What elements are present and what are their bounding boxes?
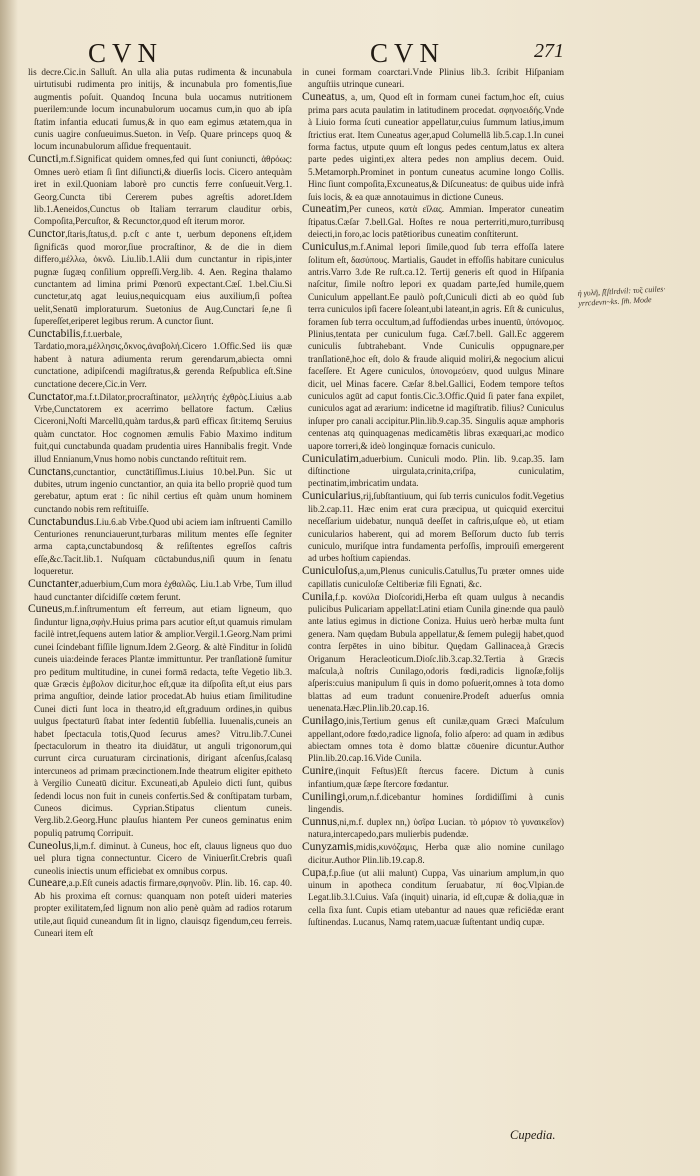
entry-text: ,aduerbium. Cuniculi modo. Plin. lib. 9.cap.35. Iam diſtinctione uirgulata,crinita,criſpa, cuniculatim, pectinatim,imbricatim undata. (308, 453, 564, 489)
dictionary-entry (302, 565, 564, 590)
entry-headword: Cuniculatim (302, 452, 359, 465)
dictionary-entry (28, 153, 292, 227)
entry-text: ,a.p.Eſt cuneis adactis firmare,σφηνοῦν. Plin. lib. 16. cap. 40. Ab his proxima eſt cornus: quanquam non poteſt uideri materies propter exilitatem,ſed lignum non alio penè quàm ad radios rotarum utile,aut ſiquid cuneandum ſit in ligno, clauisqz figendum,ceu ferreis. Cuneari item eſt (34, 878, 292, 939)
entry-headword: Cunicularius (302, 490, 361, 503)
dictionary-entry (28, 328, 292, 390)
entry-headword: Cunila (302, 590, 333, 603)
entry-text: ,aduerbium,Cum mora ἐχθαλῶς. Liu.1.ab Vrbe, Tum illud haud cunctanter diſcidiſſe cœtem ferunt. (34, 579, 292, 602)
entry-text: ,m.f.Significat quidem omnes,fed qui ſunt coniuncti, ἀθρόως: Omnes uerò etiam ſi ſint diſiuncti,& diuerſis locis. Cicero antequàm iret in exil.Quoniam laborè pro cunctis ferre conſueuit.Verg.1. Georg.Cuncta tibi Cererem pubes agreſtis adoret.Idem lib.1.Aeneidos,Cunctus ob Italiam terrarum clauditur orbis, Compoſita,Percuſtor, & Recunctor,quod eſt iterum moror. (34, 154, 292, 227)
entry-headword: Cunctans (28, 465, 71, 478)
entry-headword: Cuneolus (28, 839, 72, 852)
entry-text: ,rij,ſubſtantiuum, qui ſub terris cuniculos fodit.Vegetius lib.2.cap.11. Hæc enim erat cura præcipua, ut quicquid exercitui neceſſarium uidebatur, nunquā deeſſet in caſtris,uſque eò, ut etiam cunicularios haberent, qui ad morem Beſſorum ducto ſub terris cuniculo, muriſque intra fundamenta perfoſſis, improuiſi emergerent ad urbes hoſtium capiendas. (308, 491, 564, 564)
dictionary-entry (302, 591, 564, 715)
dictionary-entry (302, 203, 564, 240)
page-number: 271 (534, 40, 564, 62)
entry-headword: Cunctabilis (28, 328, 81, 341)
entry-headword: Cunire (302, 765, 334, 778)
entry-headword: Cunilago (302, 715, 345, 728)
dictionary-entry (302, 91, 564, 203)
entry-headword: Cuncti (28, 153, 59, 166)
entry-text: ,ſtaris,ſtatus,d. p.cſt c ante t, uerbum deponens eſt,idem ſignificās quod moror,ſiue procraſtinor, & de die in diem differo,μέλλω, ὀκνῶ. Liu.lib.1.Alii dum cunctantur in ripis,inter pugnæ ſugæq conſilium oppreſſi.Verg.lib. 4. Aen. Regina thalamo cunctantem ad limina primi Pœnorū expectant.Cæſ. 1.bel.Ciu.Si cunctetur,atq agat leuius,nequicquam eius auxilium,ſi poſtea uelit,Senatū imploraturum. Suetonius de Aug.Cunctari ſe,ne ſi ſupereſſet,eriperet legibus rerum. A cunctor ſiunt. (34, 229, 292, 327)
dictionary-entry (28, 466, 292, 516)
entry-headword: Cuniculoſus (302, 565, 358, 578)
entry-text: in cunei formam coarctari.Vnde Plinius lib.3. ſcribit Hiſpaniam anguſtiis utrinque cuneari. (302, 67, 564, 90)
dictionary-entry (302, 715, 564, 765)
entry-text: ,Per cuneos, κατὰ εἴλας. Ammian. Imperator cuneatim ſtipatus.Cæſar 7.bell.Gal. Hoſtes re noua perterriti,muro,turribusq deiecti,in foro,ac locis patētioribus cuneatim conſtiterunt. (308, 204, 564, 240)
dictionary-entry (28, 228, 292, 327)
entry-headword: Cunnus (302, 815, 338, 828)
entry-headword: Cunyzamis (302, 841, 354, 854)
entry-text: ,orum,n.f.dicebantur homines ſordidiſſimi à cunis lingendis. (308, 791, 564, 814)
entry-text: ,midis,κυνόζαμις, Herba quæ alio nomine cunilago dicitur.Author Plin.lib.19.cap.8. (308, 842, 564, 865)
dictionary-entry (28, 603, 292, 839)
right-running-head: CVN (370, 38, 446, 68)
dictionary-entry (302, 453, 564, 490)
entry-text: lis decre.Cic.in Salluſt. An ulla alia putas rudimenta & incunabula uirtutisubi rudimenta pro initijs, & incunabula pro fomentis,ſiue augmentis poſuit. Quandoq Incuna bula uocamus nutritionem puerilem:unde locum incunabulorum uocamus cum,in quo ab ipſa ſtatim infantia educati ſumus,& in quo eam egimus ætatem,qua in cunis uagire conſueuimus.Sueton. in Veſp. Quare princeps quoq & locum incunabulorum aſſidue frequentauit. (28, 67, 292, 152)
entry-text: , a, um, Quod eſt in formam cunei factum,hoc eſt, cuius prima pars acuta paulatim in latitudinem procedat. σφηνοειδής.Vnde à Liuio forma ſcuti cuneatior appellatur,cuius ſummum latius,imum ſtrictius erat. Item Cuneatus ager,apud Columellā lib.5.cap.1.In cunei forma factus, utpute quum eſt longus pedes centum,latus ex altera parte pedes uiginti,ex altera pedes non amplius decem. Ouid. 5.Metamorph.Prominet in pontum cuneatus acumine longo Collis. Hinc ſiunt compoſita,Excuneatus,& Diſcuneatus: de quibus uide infrà ſuis locis, & ea quæ annotauimus in dictione Cuneus. (308, 92, 564, 202)
entry-text: ,f.t.uerbale, Tardatio,mora,μέλλησις,ὄκνος,ἀναβολή.Cicero 1.Offic.Sed iis quæ habent à natura adiumenta rerum gerendarum,abiecta omni cunctatione, adipiſcendi magiſtratus,& gerenda Reſpublica eſt.Sine cunctatione decere,Cic.in Verr. (34, 329, 292, 389)
dictionary-entry (302, 66, 564, 91)
right-column (302, 66, 564, 929)
entry-text: ,li,m.f. diminut. à Cuneus, hoc eſt, clauus ligneus quo duo uel plura tigna connectuntur. Cicero de Viniuerſit.Crebris quaſi cuneolis iniectis unum efficiebat ex omnibus corpus. (34, 840, 292, 876)
entry-text: ,(inquit Feſtus)Eſt ſtercus facere. Dictum à cunis infantium,quæ ſæpe ſtercore fœdantur. (308, 766, 564, 789)
entry-text: ,f.p. κονύλα Dioſcoridi,Herba eſt quam uulgus à necandis pulicibus Pulicariam appellat:Latini etiam Cunila gine:nde qua paulò ante latius egimus in dictione Coniza. Huius uerò herbæ multa ſunt genera. Nam quędam Bubula appellatur,& ſemem pulegij habet,quod contra ſerpētes in uino bibitur. Quędam Gallinacea,à Græcis Origanum Heracleoticum.Dioſc.lib.3.cap.32.Tertia à Græcis maſcula,à noſtris Cunilago,odoris fœdi,radicis lignoſæ,folijs aſperis:cuius manipulum ſi quis in domo poſuerit,omnes à tota domo blattas ad eum tradunt conuenire.Prodeſt aduerſus omnia uenenata.Hæc.Plin.lib.20.cap.16. (308, 591, 564, 714)
dictionary-entry (28, 391, 292, 465)
dictionary-entry (302, 867, 564, 929)
entry-text: ,ni,m.f. duplex nn,) ὑσῖρα Lucian. τὸ μόριον τὸ γυναικεῖον) natura,intercapedo,pars mulierbis pudendæ. (308, 816, 564, 840)
left-running-head: CVN (88, 38, 164, 68)
entry-headword: Cuneare (28, 877, 67, 890)
dictionary-entry (28, 840, 292, 877)
entry-headword: Cupa (302, 866, 327, 879)
dictionary-entry (28, 578, 292, 603)
entry-headword: Cuneus (28, 603, 63, 616)
entry-text: ,inis,Tertium genus eſt cunilæ,quam Græci Maſculum appellant,odore fœdo,radice lignoſa, folio aſpero: ad quam in ædibus abiectam omnes tota è domo blattæ cōuenire dicuntur.Author Plin.lib.20.cap.16.Vide Cunila. (308, 716, 564, 764)
catchword: Cupedia. (510, 1128, 556, 1142)
entry-headword: Cuneatim (302, 203, 347, 216)
entry-text: ,m.f.Animal lepori ſimile,quod ſub terra effoſſa latere ſolitum eſt, δασύπους. Martialis, Gaudet in effoſſis habitare cuniculus antris.Varro 3.de Re ruſt.ca.12. Tertij generis eſt quod in Hiſpania naſcitur, ſimile noſtro lepori ex quadam parte,ſed humile,quem Cuniculum appellant.Ee paulò poſt,Cuniculi dicti ab eo quòd ſub terra cuniculos ipſi facere ſoleant,ubi lateant,in agris. Eſt & cuniculus, foramen ſub terra occultum,ad ſuffodiendas urbes inuentū, ὑπόνομος. Plinius,tentata per cuniculum fuga. Cæſ.7.bell. Gall.Ec aggerem cuniculis ſubtrahebant. Vnde Cuniculis oppugnare,per tranſlationē,hoc eſt, dolo & fraude aliquid moliri,& negocium alicui faceſſere. Et Agere cuniculos, ὑπονομεύειν, quod uulgus Minare dicit, uel Minas facere. Cæſar 8.bel.Gallici, Eodem tempore teſtos cuniculos agūt ad caput fontis.Cic.3.Offic.Quid ſi pater fana expilet, cuniculos agat ad ærarium: indicetne id magiſtratib. filius? Cuniculus inſuper pro canali accipitur.Plin.lib.9.cap.35. Singulis aquæ amphoris centenas atq quinquagenas medicamētis libras exæquari,ac modico uapore torreri,& ideò longinquæ fornacis cuniculo. (308, 242, 564, 451)
handwritten-margin-note: ἡ γυλῆ, ſ̄(ſtlrdvil: τυ̃ς cuiles· yrrcdevn~ks. ſm̄. Mode (577, 284, 666, 308)
dictionary-entry (302, 816, 564, 841)
entry-text: ,f.p.ſiue (ut alii malunt) Cuppa, Vas uinarium amplum,in quo uinum in apotheca conditum ſeruabatur, πί θος.Vlpian.de Legat.lib.3.l.Cuius. Vaſa (inquit) uinaria, id eſt,cupæ & dolia,quæ in cella ſixa ſunt. Cupis etiam utebantur ad naues quæ reficiēdæ erant ſuſtinendas. Lucanus, Namq ratem,uacuæ ſuſtentant undiq cupæ. (308, 867, 564, 928)
entry-text: ,cunctantior, cunctātiſſimus.Liuius 10.bel.Pun. Sic ut dubites, utrum ingenio cunctantior, an quia ita bello propriè quod tum gerebatur, aptum erat : ſic nihil certius eſt quàm unum hominem cunctando nobis rem reſtituiſſe. (34, 466, 292, 514)
dictionary-entry (28, 877, 292, 939)
entry-headword: Cuniculus (302, 241, 349, 254)
dictionary-entry (28, 66, 292, 153)
dictionary-entry (302, 765, 564, 790)
entry-headword: Cunilingi (302, 790, 346, 803)
entry-headword: Cunctabundus (28, 515, 94, 528)
dictionary-entry (28, 516, 292, 578)
dictionary-entry (302, 490, 564, 564)
entry-headword: Cunctor (28, 228, 66, 241)
entry-text: ,a,um,Plenus cuniculis.Catullus,Tu præter omnes uide capillatis cuniculoſæ Celtiberiæ fili Egnati, &c. (308, 566, 564, 589)
entry-text: ,m.f.inſtrumentum eſt ferreum, aut etiam ligneum, quo ſinduntur ligna,σφὴν.Huius prima pars acutior eſt,ut quamuis rimulam facilè intret,ſequens autem latior & amplior.Vergil.1.Georg.Nam primi cunei ſcindebant fiſſile lignum.Idem 2.Georg. & altè Finditur in ſolidū cuneis uia:deinde feraces Plantæ immittuntur. Per tranſlationē ſumitur pro peditum multitudine, in cunei formā redacta, teſte Vegetio lib.3. quæ Græcis ἐμβολον dicitur,hoc eſt,quæ ita diſpoſita eſt,ut eius pars prima anguſtior, deinde latior procedat.Ab huius etiam ſimilitudine Cunei dicti ſunt loca in theatro,id eſt,graduum ordines,in quibus uulgus ſpectaturū ſtabat inter ſedentiū ſubſellia. Iuuenalis,cuneis an habet ſpectacula totis,Quod ſecurus ames? Vitru.lib.7.Cunei ſpectaculorum in theatro ita diuidātur, ut anguli trigonorum,qui currunt circa curuaturam circinationis, dirigant aſcenſus,ſcalasq intercuneos ad primam præcinctionem.Inde theatrum eligiter epitheto à Vergilio Cuneatū dicitur. Excuneati,ab Apuleio dicti ſunt, quibus ſedendi locus non fuit in cuneis confertis.Sed & conſtipatam turbam, Cuneos dicimus. Cyprian.Stipatus clientum cuneis. Verg.lib.2.Georg.Hunc plauſus hiantem Per cuneos geminatus enim populiq patrumq Corripuit. (34, 604, 292, 838)
entry-text: ,ma.f.t.Dilator,procraſtinator, μελλητής ἐχθρὸς.Liuius a.ab Vrbe,Cunctatorem ex acerrimo bellatore factum. Cælius Ciceroni,Noſti Marcellū,quàm tardus,& parū efficax ſit:itemq Seruius quàm cunctator. Hoc cognomen æmulis Fabio Maximo inditum fuit,qui cunctabunda quadam prudentia uires Hannibalis fregit. Vnde illud Ennianum,Vnus homo nobis cunctando reſtituit rem. (34, 391, 292, 464)
entry-headword: Cuneatus (302, 91, 345, 104)
gutter-shadow (0, 0, 18, 1176)
dictionary-entry (302, 791, 564, 816)
dictionary-entry (302, 841, 564, 866)
entry-headword: Cunctanter (28, 578, 79, 591)
entry-headword: Cunctator (28, 390, 74, 403)
entry-text: .Liu.6.ab Vrbe.Quod ubi aciem iam inſtruenti Camillo Centuriones renunciauerunt,turbaras militum mentes eſſe ſegniter arma capta,cunctabundosq & reſiſtentes egreſſos caſtris eſſe,&c.Tacit.lib.1. Nuſquam cūctabundus,niſi quum in ſenatu loqueretur. (34, 516, 292, 577)
left-column (28, 66, 292, 940)
dictionary-entry (302, 241, 564, 452)
